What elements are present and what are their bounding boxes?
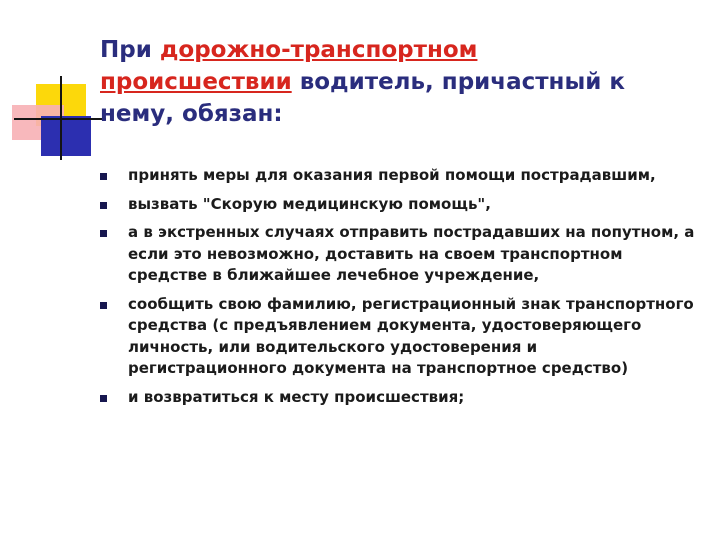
decor-horizontal-line [14, 118, 106, 120]
square-bullet-icon [100, 302, 107, 309]
decor-blue-square [41, 116, 91, 156]
title-highlight-road-accident: дорожно-транспортном [159, 37, 478, 63]
duties-list [100, 165, 700, 408]
square-bullet-icon [100, 395, 107, 402]
list-item [100, 294, 700, 380]
list-item-text: принять меры для оказания первой помощи пострадавшим, [128, 166, 656, 184]
title-suffix: водитель, причастный к нему, обязан: [100, 69, 625, 127]
square-bullet-icon [100, 202, 107, 209]
title-prefix: При [100, 37, 160, 63]
list-item [100, 194, 700, 216]
list-item [100, 387, 700, 409]
list-item [100, 165, 700, 187]
title-highlight-incident: происшествии [100, 69, 292, 95]
list-item-text: а в экстренных случаях отправить пострадавших на попутном, а если это невозможно, доставить на своем транспортном средстве в ближайшее лечебное учреждение, [128, 223, 695, 284]
square-bullet-icon [100, 173, 107, 180]
list-item-text: вызвать "Скорую медицинскую помощь", [128, 194, 491, 213]
list-item [100, 222, 700, 287]
list-item-text: и возвратиться к месту происшествия; [128, 387, 465, 406]
list-item-text: сообщить свою фамилию, регистрационный знак транспортного средства (с предъявлением документа, удостоверяющего личность, или водительского удостоверения и регистрационного документа на транспортное средство) [128, 294, 694, 377]
square-bullet-icon [100, 230, 107, 237]
slide-title [100, 34, 700, 130]
